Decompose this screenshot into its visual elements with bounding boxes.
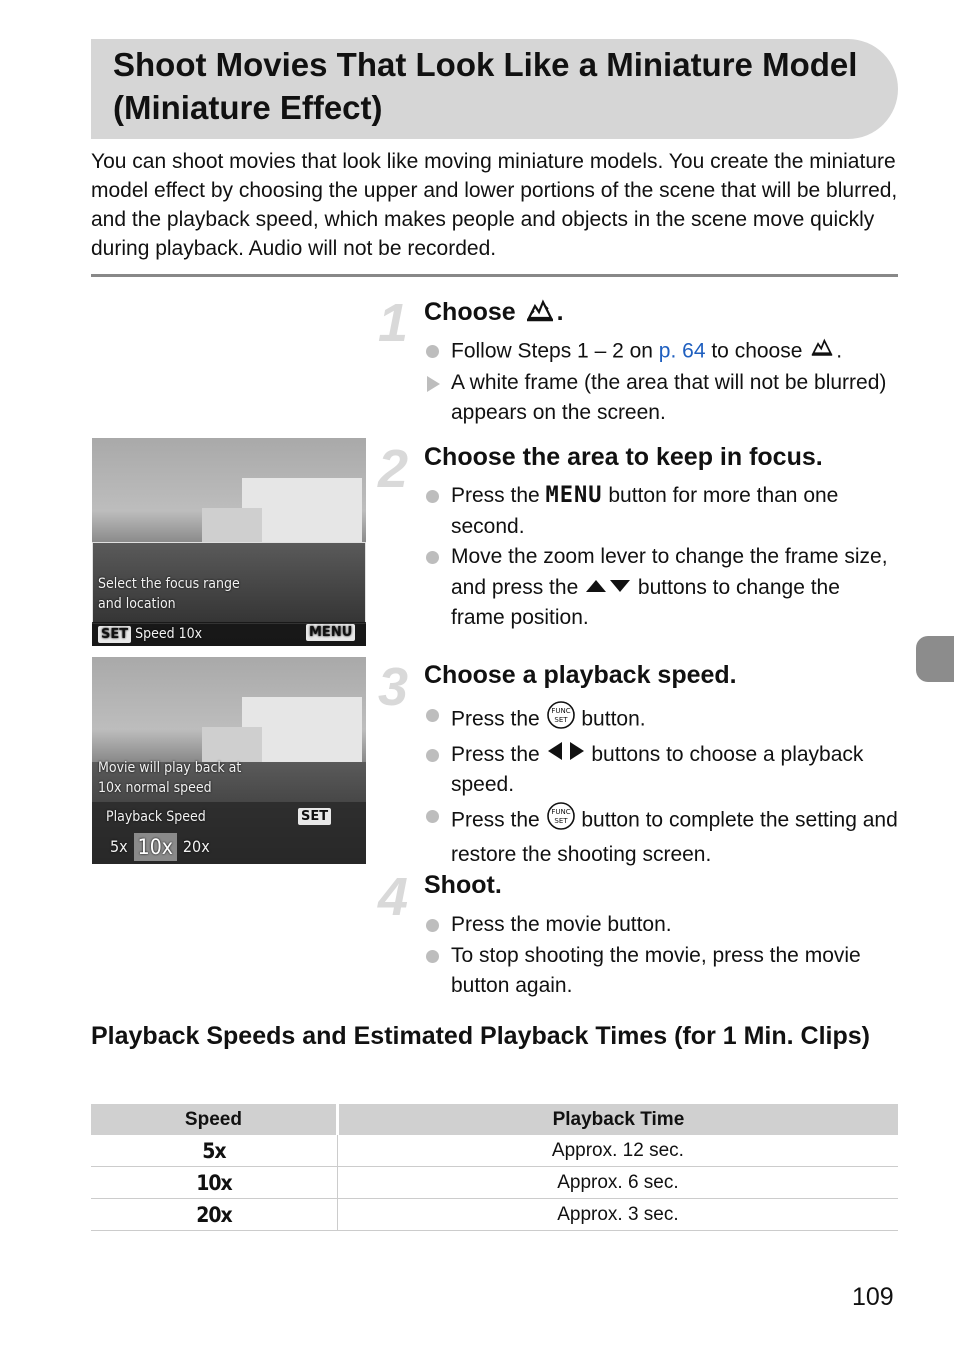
step-number-4: 4 bbox=[378, 867, 409, 927]
step-2-bullets bbox=[424, 481, 899, 634]
divider bbox=[91, 274, 898, 277]
table-row bbox=[91, 1167, 898, 1199]
step-1-heading-suffix: . bbox=[556, 298, 564, 327]
result-arrow-icon bbox=[427, 376, 440, 392]
speed-option-20x[interactable]: 20x bbox=[182, 837, 210, 856]
bullet-text: buttons to change the frame position. bbox=[451, 575, 840, 630]
menu-button-label: MENU bbox=[545, 483, 603, 508]
step-number-1: 1 bbox=[378, 293, 409, 353]
step-1-heading-text: Choose bbox=[424, 298, 516, 327]
chapter-tab bbox=[916, 636, 954, 682]
list-item bbox=[424, 910, 899, 941]
bullet-text: Press the bbox=[451, 707, 546, 731]
page-title: Shoot Movies That Look Like a Miniature Model (Miniature Effect) bbox=[113, 46, 858, 126]
up-down-arrows-icon bbox=[584, 573, 632, 604]
func-set-button-icon bbox=[546, 801, 576, 841]
playback-speed-label: Playback Speed bbox=[106, 809, 206, 825]
svg-text:FUNC: FUNC bbox=[550, 707, 571, 715]
list-item bbox=[424, 481, 899, 542]
speed-cell: 5x bbox=[91, 1135, 337, 1167]
table-row bbox=[91, 1135, 898, 1167]
table-heading: Playback Speeds and Estimated Playback Times (for 1 Min. Clips) bbox=[91, 1022, 870, 1050]
speed-option-5x[interactable]: 5x bbox=[110, 837, 128, 856]
bullet-text: A white frame (the area that will not be blurred) appears on the screen. bbox=[451, 370, 887, 424]
bullet-text: button. bbox=[575, 707, 646, 731]
list-item bbox=[424, 801, 899, 871]
bullet-text: Press the bbox=[451, 484, 546, 507]
set-label: SET bbox=[98, 626, 131, 643]
svg-text:FUNC: FUNC bbox=[550, 807, 571, 816]
page-64-link[interactable]: p. 64 bbox=[658, 339, 706, 363]
svg-text:SET: SET bbox=[553, 816, 568, 825]
list-item bbox=[424, 542, 899, 634]
table-header-row bbox=[91, 1104, 898, 1135]
list-item bbox=[424, 368, 899, 429]
title-bar bbox=[91, 39, 898, 139]
list-item bbox=[424, 700, 899, 740]
bullet-dot-icon bbox=[426, 551, 439, 564]
step-2-heading: Choose the area to keep in focus. bbox=[424, 443, 823, 471]
miniature-mode-icon bbox=[808, 336, 836, 368]
bullet-text: button to complete the setting and restore the shooting screen. bbox=[451, 808, 898, 867]
bullet-dot-icon bbox=[426, 749, 439, 762]
bullet-text: Follow Steps 1 – 2 on bbox=[451, 339, 659, 363]
bullet-dot-icon bbox=[426, 490, 439, 503]
step-3-heading: Choose a playback speed. bbox=[424, 661, 737, 689]
step-1-bullets bbox=[424, 336, 899, 429]
playback-time-cell: Approx. 6 sec. bbox=[337, 1167, 898, 1199]
speed-option-10x[interactable]: 10x bbox=[134, 833, 177, 861]
step-3-bullets bbox=[424, 700, 899, 871]
playback-time-cell: Approx. 3 sec. bbox=[337, 1199, 898, 1231]
page-number: 109 bbox=[852, 1283, 894, 1311]
screen-bottom-bar-content bbox=[98, 624, 360, 644]
intro-paragraph: You can shoot movies that look like moving miniature models. You create the miniature model effect by choosing the upper and lower portions of the scene that will be blurred, and the playback speed, which makes people and objects in the scene move quickly during playback. Audio will not be recorded. bbox=[91, 150, 898, 260]
speed-options bbox=[110, 833, 210, 861]
list-item: Follow Steps 1 – 2 on p. 64 to choose . bbox=[424, 336, 899, 368]
table-row bbox=[91, 1199, 898, 1231]
camera-screen-focus-area bbox=[92, 438, 366, 646]
screen-message-line: Select the focus range bbox=[98, 576, 240, 592]
left-right-arrows-icon bbox=[546, 740, 586, 771]
bullet-text: button for more than one second. bbox=[451, 484, 839, 538]
func-set-button-icon bbox=[546, 700, 576, 740]
column-header-speed: Speed bbox=[91, 1104, 337, 1135]
playback-time-cell: Approx. 12 sec. bbox=[337, 1135, 898, 1167]
set-label: SET bbox=[298, 808, 331, 825]
list-item bbox=[424, 740, 899, 801]
svg-text:SET: SET bbox=[553, 716, 568, 724]
bullet-dot-icon bbox=[426, 919, 439, 932]
playback-speed-table bbox=[91, 1104, 898, 1231]
menu-label: MENU bbox=[306, 624, 355, 641]
bullet-dot-icon bbox=[426, 950, 439, 963]
bullet-text: to choose bbox=[705, 339, 803, 363]
bullet-text: Press the movie button. bbox=[451, 913, 672, 936]
speed-text: Speed 10x bbox=[135, 626, 203, 642]
column-header-playback-time: Playback Time bbox=[337, 1104, 898, 1135]
screen-message bbox=[98, 758, 241, 798]
step-4-heading: Shoot. bbox=[424, 871, 502, 899]
speed-cell: 10x bbox=[91, 1167, 337, 1199]
speed-cell: 20x bbox=[91, 1199, 337, 1231]
bullet-text: Move the zoom lever to change the frame size, and press the bbox=[451, 545, 888, 599]
step-4-bullets bbox=[424, 910, 899, 1002]
bullet-dot-icon bbox=[426, 810, 439, 823]
step-number-2: 2 bbox=[378, 439, 409, 499]
bullet-dot-icon bbox=[426, 345, 439, 358]
screen-message-line: 10x normal speed bbox=[98, 780, 212, 796]
list-item bbox=[424, 941, 899, 1002]
miniature-mode-icon bbox=[523, 296, 557, 331]
bullet-text: To stop shooting the movie, press the movie button again. bbox=[451, 943, 861, 997]
bullet-text: buttons to choose a playback speed. bbox=[451, 742, 864, 797]
bullet-dot-icon bbox=[426, 709, 439, 722]
bullet-text: Press the bbox=[451, 808, 546, 831]
camera-screen-playback-speed bbox=[92, 657, 366, 864]
step-1-heading bbox=[424, 296, 564, 331]
step-number-3: 3 bbox=[378, 657, 409, 717]
bullet-text: Press the bbox=[451, 742, 546, 766]
screen-message-line: and location bbox=[98, 596, 176, 612]
screen-message bbox=[98, 574, 240, 614]
screen-message-line: Movie will play back at bbox=[98, 760, 242, 776]
